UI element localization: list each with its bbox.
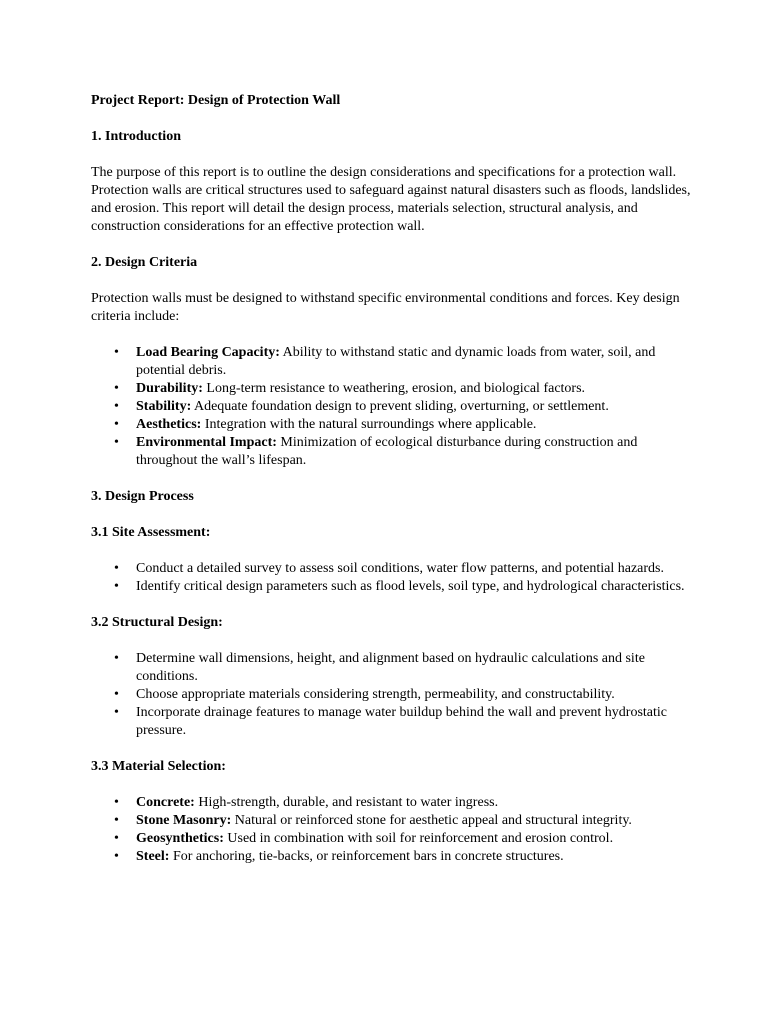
- list-item-text: Conduct a detailed survey to assess soil conditions, water flow patterns, and potential hazards.: [136, 561, 664, 576]
- bullet-icon: •: [114, 345, 119, 360]
- list-item-text: Identify critical design parameters such as flood levels, soil type, and hydrological characteristics.: [136, 579, 685, 594]
- section-heading-introduction: 1. Introduction: [91, 129, 181, 144]
- list-item-text: Ability to withstand static and dynamic loads from water, soil, and potential debris.: [136, 345, 656, 378]
- bullet-icon: •: [114, 849, 119, 864]
- bullet-icon: •: [114, 381, 119, 396]
- list-item: [91, 686, 691, 704]
- list-item-term: Load Bearing Capacity:: [136, 345, 280, 360]
- bullet-icon: •: [114, 813, 119, 828]
- bullet-icon: •: [114, 399, 119, 414]
- list-item-text: Long-term resistance to weathering, erosion, and biological factors.: [202, 381, 586, 396]
- list-item-text: For anchoring, tie-backs, or reinforcement bars in concrete structures.: [169, 849, 564, 864]
- structural-design-list: [91, 650, 691, 740]
- list-item-term: Durability:: [136, 381, 203, 396]
- list-item: [91, 830, 691, 848]
- list-item: [91, 848, 691, 866]
- bullet-icon: •: [114, 651, 119, 666]
- list-item-text: Integration with the natural surroundings where applicable.: [201, 417, 537, 432]
- list-item-term: Steel:: [136, 849, 170, 864]
- bullet-icon: •: [114, 705, 119, 720]
- design-criteria-list: [91, 344, 691, 470]
- subsection-heading-material-selection: 3.3 Material Selection:: [91, 759, 226, 774]
- list-item: [91, 812, 691, 830]
- bullet-icon: •: [114, 435, 119, 450]
- bullet-icon: •: [114, 687, 119, 702]
- list-item-text: High-strength, durable, and resistant to water ingress.: [194, 795, 499, 810]
- list-item-text: Natural or reinforced stone for aesthetic appeal and structural integrity.: [231, 813, 632, 828]
- subsection-heading-structural-design: 3.2 Structural Design:: [91, 615, 223, 630]
- list-item: [91, 704, 691, 740]
- list-item: [91, 794, 691, 812]
- section-heading-design-process: 3. Design Process: [91, 489, 194, 504]
- section-heading-design-criteria: 2. Design Criteria: [91, 255, 198, 270]
- design-criteria-paragraph: Protection walls must be designed to withstand specific environmental conditions and forces. Key design criteria include:: [91, 291, 680, 324]
- bullet-icon: •: [114, 417, 119, 432]
- subsection-heading-site-assessment: 3.1 Site Assessment:: [91, 525, 211, 540]
- introduction-paragraph: The purpose of this report is to outline the design considerations and specifications for a protection wall. Protection walls are critical structures used to safeguard against natural disasters such as floods, landslides, and erosion. This report will detail the design process, materials selection, structural analysis, and construction considerations for an effective protection wall.: [91, 165, 691, 234]
- list-item: [91, 344, 691, 380]
- site-assessment-list: [91, 560, 691, 596]
- list-item-term: Geosynthetics:: [136, 831, 224, 846]
- material-selection-list: [91, 794, 691, 866]
- list-item: [91, 434, 691, 470]
- list-item-term: Stability:: [136, 399, 192, 414]
- list-item-term: Environmental Impact:: [136, 435, 277, 450]
- bullet-icon: •: [114, 831, 119, 846]
- list-item: [91, 560, 691, 578]
- list-item-text: Adequate foundation design to prevent sliding, overturning, or settlement.: [191, 399, 609, 414]
- list-item-term: Concrete:: [136, 795, 195, 810]
- bullet-icon: •: [114, 795, 119, 810]
- document-page: [91, 92, 691, 884]
- document-title: Project Report: Design of Protection Wall: [91, 93, 341, 108]
- list-item-text: Used in combination with soil for reinforcement and erosion control.: [223, 831, 614, 846]
- list-item: [91, 578, 691, 596]
- list-item-term: Stone Masonry:: [136, 813, 232, 828]
- list-item-text: Incorporate drainage features to manage water buildup behind the wall and prevent hydrostatic pressure.: [136, 705, 668, 738]
- bullet-icon: •: [114, 579, 119, 594]
- list-item: [91, 416, 691, 434]
- list-item: [91, 398, 691, 416]
- list-item-text: Determine wall dimensions, height, and alignment based on hydraulic calculations and site conditions.: [136, 651, 645, 684]
- list-item: [91, 380, 691, 398]
- list-item-term: Aesthetics:: [136, 417, 202, 432]
- list-item-text: Minimization of ecological disturbance during construction and throughout the wall’s lifespan.: [136, 435, 638, 468]
- bullet-icon: •: [114, 561, 119, 576]
- list-item: [91, 650, 691, 686]
- list-item-text: Choose appropriate materials considering strength, permeability, and constructability.: [136, 687, 615, 702]
